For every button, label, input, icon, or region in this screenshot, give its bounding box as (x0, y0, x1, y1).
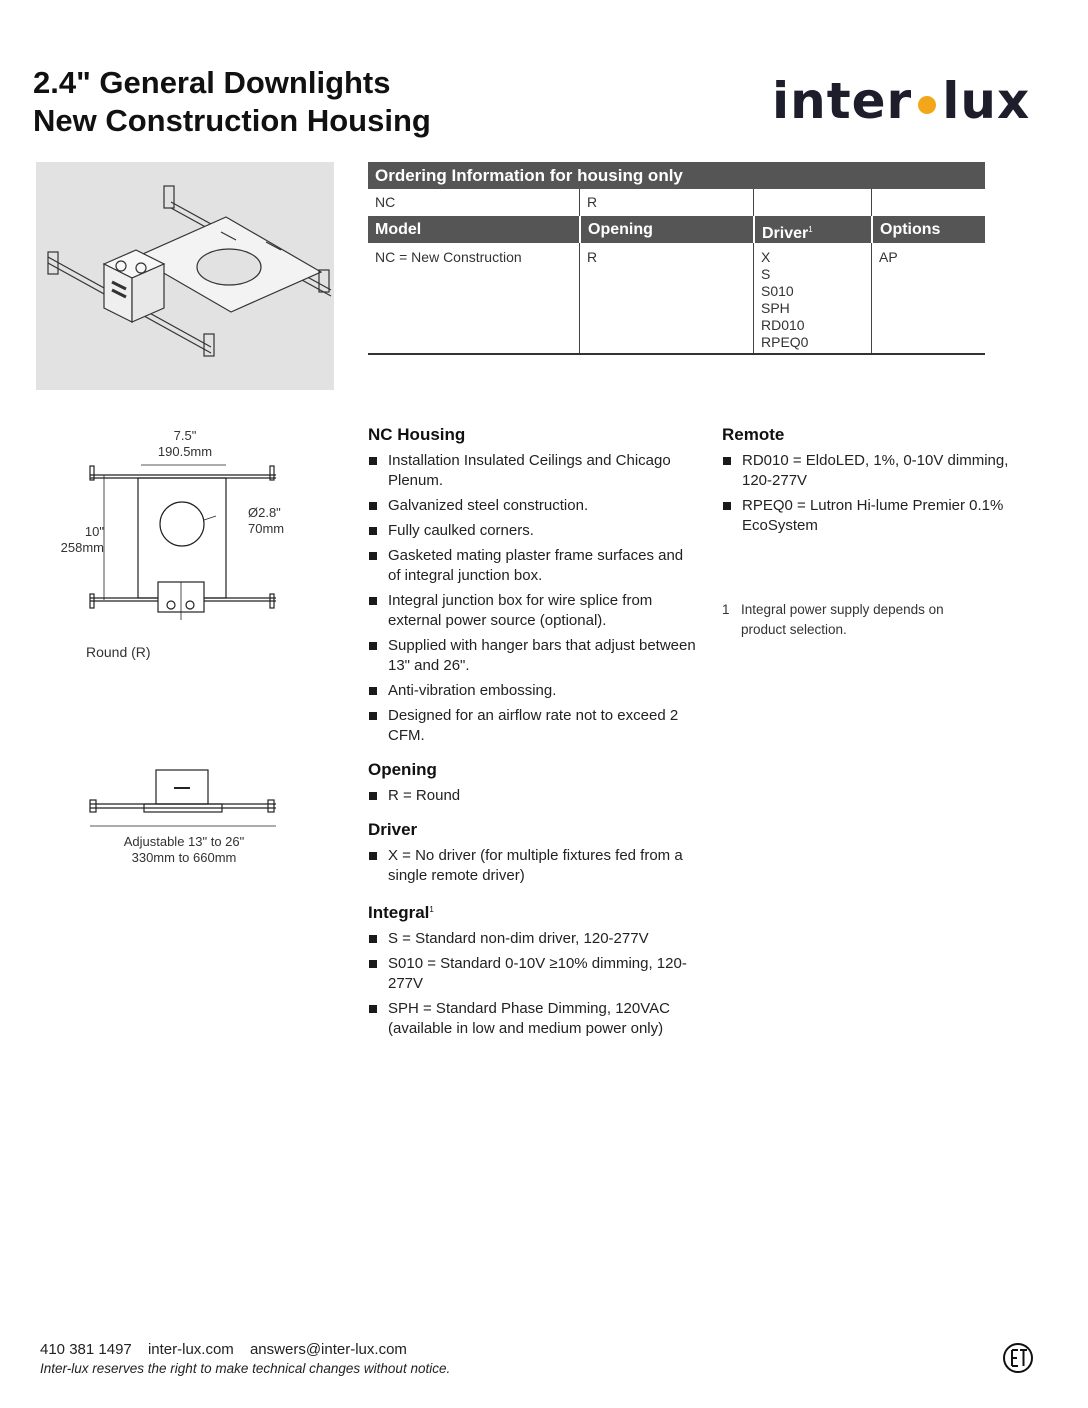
dia-mm: 70mm (248, 521, 285, 536)
footnote-text: Integral power supply depends on product selection. (741, 602, 944, 637)
model-value: NC = New Construction (375, 249, 522, 265)
driver-value: S010 (761, 283, 794, 299)
remote-title: Remote (722, 425, 785, 444)
interlux-logo (772, 66, 1030, 136)
ordering-heading: Ordering Information for housing only (368, 162, 985, 189)
list-item: S010 = Standard 0-10V ≥10% dimming, 120-277V (368, 954, 698, 994)
driver-list (368, 846, 698, 886)
driver-value: X (761, 249, 771, 265)
options-value: AP (879, 249, 898, 265)
list-item: Galvanized steel construction. (368, 496, 698, 516)
adjust-dimension (110, 834, 258, 866)
list-item: Fully caulked corners. (368, 521, 698, 541)
options-values (871, 243, 985, 353)
col-driver (753, 216, 871, 243)
list-item: X = No driver (for multiple fixtures fed from a single remote driver) (368, 846, 698, 886)
driver-footnote-mark: 1 (808, 225, 813, 234)
title-line-2: New Construction Housing (33, 103, 431, 138)
list-item: Supplied with hanger bars that adjust between 13" and 26". (368, 636, 698, 676)
middle-column (368, 425, 698, 1053)
list-item: Installation Insulated Ceilings and Chicago Plenum. (368, 451, 698, 491)
nc-housing-list (368, 451, 698, 746)
list-item: SPH = Standard Phase Dimming, 120VAC (available in low and medium power only) (368, 999, 698, 1039)
remote-section (722, 425, 1032, 536)
list-item: Anti-vibration embossing. (368, 681, 698, 701)
sample-opening: R (579, 189, 753, 216)
page-title (33, 64, 431, 140)
width-mm: 190.5mm (157, 444, 213, 459)
opening-title: Opening (368, 760, 437, 779)
list-item: RPEQ0 = Lutron Hi-lume Premier 0.1% EcoSystem (722, 496, 1032, 536)
footer (40, 1340, 450, 1378)
housing-illustration (36, 162, 334, 390)
col-model: Model (375, 221, 422, 238)
driver-value: SPH (761, 300, 790, 316)
product-photo (36, 162, 334, 390)
integral-footnote-mark: 1 (429, 905, 434, 914)
driver-title: Driver (368, 820, 418, 839)
email-link[interactable]: answers@inter-lux.com (249, 1341, 407, 1358)
dia-in: Ø2.8" (248, 505, 281, 520)
opening-value: R (587, 249, 598, 265)
remote-list (722, 451, 1032, 536)
list-item: Gasketed mating plaster frame surfaces and of integral junction box. (368, 546, 698, 586)
integral-list (368, 929, 698, 1039)
col-driver-label: Driver (762, 225, 809, 242)
sample-options (871, 189, 985, 216)
logo-left: inter (772, 72, 913, 130)
height-in: 10" (84, 524, 104, 539)
ordering-values-row (368, 243, 985, 355)
driver-value: S (761, 266, 771, 282)
footnote-number: 1 (722, 602, 730, 617)
ordering-table (368, 162, 985, 355)
logo-right: lux (942, 72, 1031, 130)
integral-section (368, 900, 698, 1039)
round-label: Round (R) (86, 644, 151, 660)
sample-model: NC (375, 194, 396, 210)
list-item: R = Round (368, 786, 698, 806)
top-view-drawing (86, 460, 280, 620)
etl-listed-icon (1000, 1340, 1044, 1376)
driver-value: RD010 (761, 317, 805, 333)
logo-dot-icon (918, 96, 936, 114)
integral-title (368, 900, 698, 923)
right-column (722, 425, 1032, 550)
list-item: Designed for an airflow rate not to exceed 2 CFM. (368, 706, 698, 746)
integral-title-text: Integral (368, 903, 430, 922)
contact-line (40, 1340, 450, 1360)
driver-section (368, 820, 698, 886)
sample-driver (753, 189, 871, 216)
list-item: RD010 = EldoLED, 1%, 0-10V dimming, 120-277V (722, 451, 1032, 491)
opening-values (579, 243, 753, 353)
width-in: 7.5" (173, 428, 197, 443)
ordering-header-row (368, 216, 985, 243)
driver-value: RPEQ0 (761, 334, 809, 350)
list-item: S = Standard non-dim driver, 120-277V (368, 929, 698, 949)
ordering-sample-row (368, 189, 985, 216)
website-link[interactable]: inter-lux.com (147, 1341, 234, 1358)
width-dimension (140, 428, 230, 460)
driver-values (753, 243, 871, 353)
nc-housing-title: NC Housing (368, 425, 466, 444)
list-item: Integral junction box for wire splice from external power source (optional). (368, 591, 698, 631)
footnote (722, 600, 982, 640)
title-line-1: 2.4" General Downlights (33, 65, 391, 100)
opening-section (368, 760, 698, 806)
side-view-drawing (86, 766, 280, 830)
opening-list (368, 786, 698, 806)
disclaimer: Inter-lux reserves the right to make technical changes without notice. (40, 1361, 451, 1376)
nc-housing-section (368, 425, 698, 746)
height-mm: 258mm (60, 540, 104, 555)
col-options: Options (871, 216, 985, 243)
phone-number: 410 381 1497 (40, 1341, 132, 1358)
adjust-mm: 330mm to 660mm (131, 850, 237, 865)
adjust-in: Adjustable 13" to 26" (123, 834, 245, 849)
model-values (368, 243, 579, 353)
col-opening: Opening (579, 216, 753, 243)
